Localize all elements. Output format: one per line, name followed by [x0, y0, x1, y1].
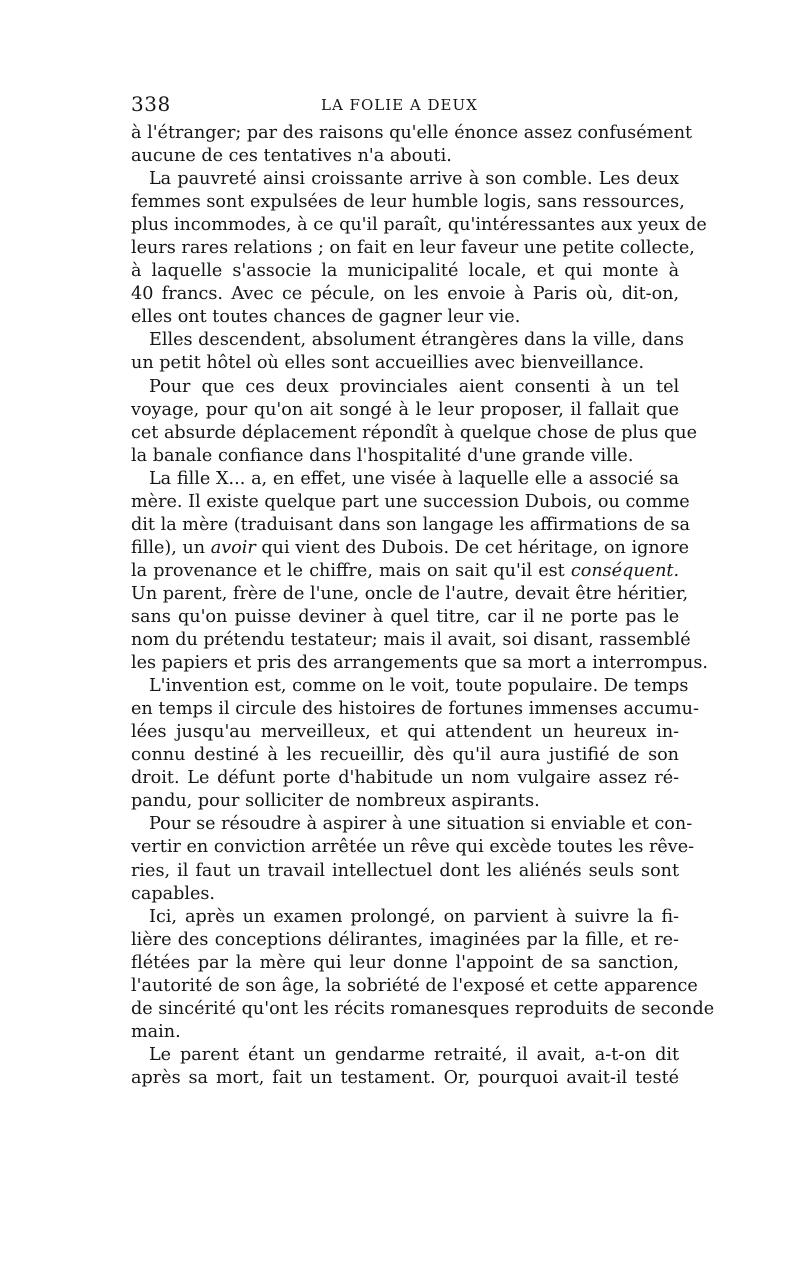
- text-line: main.: [131, 1021, 181, 1042]
- text-line: Le parent étant un gendarme retraité, il avait, a-t-on dit: [149, 1044, 680, 1065]
- text-line: nom du prétendu testateur; mais il avait, soi disant, rassemblé: [131, 630, 691, 651]
- text-line: à laquelle s'associe la municipalité locale, et qui monte à: [131, 261, 680, 282]
- text-line: lière des conceptions délirantes, imaginées par la fille, et re-: [131, 929, 679, 950]
- page-number: 338: [131, 92, 171, 116]
- text-line: cet absurde déplacement répondît à quelque chose de plus que: [131, 422, 697, 443]
- text-line: capables.: [131, 883, 216, 904]
- text-line: mère. Il existe quelque part une succession Dubois, ou comme: [131, 491, 690, 512]
- body-text: [131, 122, 715, 1090]
- text-line: à l'étranger; par des raisons qu'elle énonce assez confusément: [131, 123, 693, 143]
- text-line: dit la mère (traduisant dans son langage les affirmations de sa: [131, 514, 691, 535]
- text-line: voyage, pour qu'on ait songé à le leur proposer, il fallait que: [131, 399, 680, 420]
- text-line: ries, il faut un travail intellectuel dont les aliénés seuls sont: [131, 860, 680, 881]
- text-line: La fille X... a, en effet, une visée à laquelle elle a associé sa: [149, 468, 680, 489]
- running-title: LA FOLIE A DEUX: [321, 96, 478, 114]
- text-line: elles ont toutes chances de gagner leur vie.: [131, 307, 521, 328]
- text-line: Ici, après un examen prolongé, on parvient à suivre la fi-: [149, 906, 680, 927]
- text-line: L'invention est, comme on le voit, toute populaire. De temps: [149, 676, 689, 697]
- text-line: La pauvreté ainsi croissante arrive à son comble. Les deux: [149, 169, 679, 190]
- text-line: l'autorité de son âge, la sobriété de l'exposé et cette apparence: [131, 975, 698, 996]
- text-line: pandu, pour solliciter de nombreux aspirants.: [131, 791, 540, 812]
- text-line: 40 francs. Avec ce pécule, on les envoie à Paris où, dit-on,: [131, 284, 680, 305]
- text-line: Pour que ces deux provinciales aient consenti à un tel: [149, 376, 680, 397]
- text-line: la provenance et le chiffre, mais on sait qu'il est conséquent.: [131, 560, 680, 581]
- text-line: un petit hôtel où elles sont accueillies avec bienveillance.: [131, 353, 645, 374]
- text-line: aucune de ces tentatives n'a abouti.: [131, 146, 452, 167]
- text-line: sans qu'on puisse deviner à quel titre, car il ne porte pas le: [131, 606, 680, 627]
- text-line: vertir en conviction arrêtée un rêve qui excède toutes les rêve-: [131, 837, 695, 858]
- text-line: lées jusqu'au merveilleux, et qui attendent un heureux in-: [131, 722, 680, 743]
- text-line: la banale confiance dans l'hospitalité d'une grande ville.: [131, 445, 634, 466]
- text-line: flétées par la mère qui leur donne l'appoint de sa sanction,: [131, 952, 679, 973]
- text-line: après sa mort, fait un testament. Or, pourquoi avait-il testé: [131, 1067, 680, 1088]
- text-line: femmes sont expulsées de leur humble logis, sans ressources,: [131, 192, 685, 213]
- text-line: Pour se résoudre à aspirer à une situation si enviable et con-: [149, 814, 693, 835]
- page-header: [131, 92, 681, 118]
- text-line: Un parent, frère de l'une, oncle de l'autre, devait être héritier,: [131, 583, 689, 604]
- text-line: connu destiné à les recueillir, dès qu'il aura justifié de son: [131, 745, 680, 766]
- text-line: droit. Le défunt porte d'habitude un nom vulgaire assez ré-: [131, 768, 680, 789]
- text-line: Elles descendent, absolument étrangères dans la ville, dans: [149, 330, 684, 351]
- text-line: en temps il circule des histoires de fortunes immenses accumu-: [131, 699, 699, 720]
- text-line: les papiers et pris des arrangements que sa mort a interrompus.: [131, 653, 708, 674]
- text-line: plus incommodes, à ce qu'il paraît, qu'intéressantes aux yeux de: [131, 215, 707, 236]
- text-line: fille), un avoir qui vient des Dubois. De cet héritage, on ignore: [131, 537, 690, 558]
- text-line: de sincérité qu'ont les récits romanesques reproduits de seconde: [131, 998, 715, 1019]
- text-line: leurs rares relations ; on fait en leur faveur une petite collecte,: [131, 238, 695, 259]
